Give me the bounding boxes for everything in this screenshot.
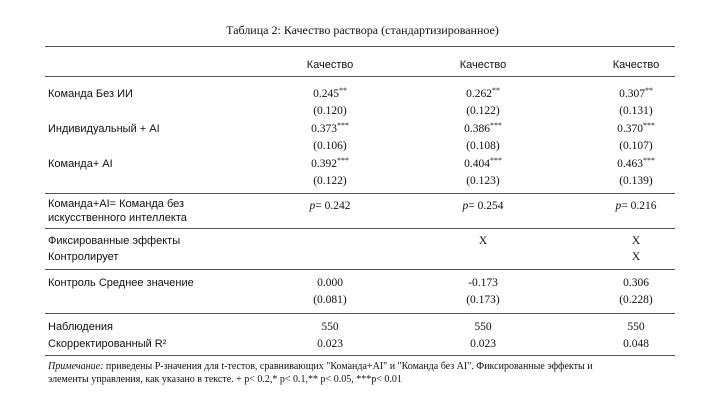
se-cell: (0.139) xyxy=(619,175,653,187)
se-cell: (0.131) xyxy=(619,105,653,117)
col-header-1: Качество xyxy=(306,59,354,71)
row-label-control-mean: Контроль Среднее значение xyxy=(48,277,194,289)
pvalue-cell: p= 0.254 xyxy=(462,200,504,212)
row-label-fixed-effects: Фиксированные эффекты xyxy=(48,235,181,247)
value-cell: 0.023 xyxy=(317,338,343,350)
value-cell: 0.048 xyxy=(623,338,649,350)
se-cell: (0.122) xyxy=(313,175,347,187)
check-mark: X xyxy=(631,251,641,263)
section-rule xyxy=(45,193,675,194)
se-cell: (0.107) xyxy=(619,140,653,152)
row-label-individual-ai: Индивидуальный + AI xyxy=(48,123,160,135)
coef-cell: 0.386*** xyxy=(464,121,502,135)
value-cell: 550 xyxy=(321,321,339,333)
se-cell: (0.122) xyxy=(466,105,500,117)
value-cell: 550 xyxy=(474,321,492,333)
col-header-3: Качество xyxy=(612,59,660,71)
section-rule xyxy=(45,313,675,314)
col-header-2: Качество xyxy=(459,59,507,71)
se-cell: (0.081) xyxy=(313,294,347,306)
row-label-team-ai: Команда+ AI xyxy=(48,158,113,170)
row-label-pvalue: Команда+AI= Команда без искусственного интеллекта xyxy=(48,198,187,224)
top-rule xyxy=(45,46,675,47)
coef-cell: 0.404*** xyxy=(464,156,502,170)
coef-cell: 0.373*** xyxy=(311,121,349,135)
bottom-rule xyxy=(45,355,675,356)
section-rule xyxy=(45,269,675,270)
value-cell: -0.173 xyxy=(468,277,498,289)
section-rule xyxy=(45,228,675,229)
note-lead: Примечание: xyxy=(48,361,104,372)
value-cell: 0.306 xyxy=(623,277,649,289)
value-cell: 550 xyxy=(627,321,645,333)
coef-cell: 0.370*** xyxy=(617,121,655,135)
se-cell: (0.228) xyxy=(619,294,653,306)
pvalue-cell: p= 0.242 xyxy=(309,200,351,212)
se-cell: (0.120) xyxy=(313,105,347,117)
coef-cell: 0.463*** xyxy=(617,156,655,170)
row-label-controls: Контролирует xyxy=(48,251,119,263)
coef-cell: 0.245** xyxy=(313,86,347,100)
se-cell: (0.108) xyxy=(466,140,500,152)
coef-cell: 0.392*** xyxy=(311,156,349,170)
table-note: Примечание: приведены P-значения для t-тестов, сравнивающих "Команда+AI" и "Команда без AI". Фиксированные эффекты и элементы управления, как указано в тексте. + p< 0.2,* p< 0.1,** p< 0.05, ***p< 0.01 xyxy=(48,361,593,385)
row-label-team-no-ai: Команда Без ИИ xyxy=(48,88,133,100)
check-mark: X xyxy=(631,235,641,247)
value-cell: 0.000 xyxy=(317,277,343,289)
se-cell: (0.123) xyxy=(466,175,500,187)
se-cell: (0.173) xyxy=(466,294,500,306)
table-caption: Таблица 2: Качество раствора (стандартизированное) xyxy=(226,23,499,37)
header-rule xyxy=(45,76,675,77)
row-label-observations: Наблюдения xyxy=(48,321,114,333)
row-label-adj-r2: Скорректированный R² xyxy=(48,338,167,350)
value-cell: 0.023 xyxy=(470,338,496,350)
check-mark: X xyxy=(478,235,488,247)
se-cell: (0.106) xyxy=(313,140,347,152)
coef-cell: 0.307** xyxy=(619,86,653,100)
coef-cell: 0.262** xyxy=(466,86,500,100)
pvalue-cell: p= 0.216 xyxy=(615,200,657,212)
